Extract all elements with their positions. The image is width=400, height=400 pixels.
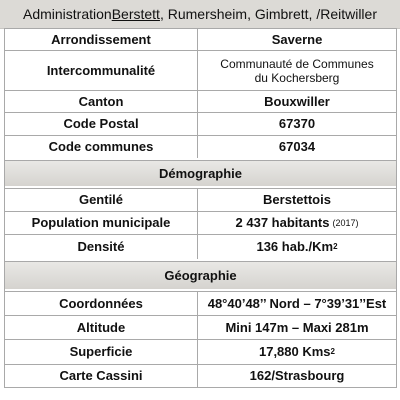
code-communes-value: 67034 bbox=[278, 139, 316, 154]
table-row bbox=[4, 339, 397, 364]
table-row bbox=[4, 315, 397, 339]
population-year: (2017) bbox=[332, 218, 359, 228]
canton-value: Bouxwiller bbox=[264, 93, 330, 109]
code-postal-label: Code Postal bbox=[5, 113, 198, 135]
arrondissement-value: Saverne bbox=[271, 31, 323, 47]
densite-number: 136 hab./Km bbox=[256, 239, 334, 254]
carte-cassini-label: Carte Cassini bbox=[5, 365, 198, 387]
intercommunalite-label: Intercommunalité bbox=[5, 51, 198, 90]
coordonnees-value: 48°40’48’’ Nord – 7°39’31’’Est bbox=[207, 295, 387, 311]
geographie-section-header: Géographie bbox=[4, 261, 397, 289]
coordonnees-label: Coordonnées bbox=[5, 292, 198, 315]
table-row bbox=[4, 50, 397, 90]
table-row bbox=[4, 188, 397, 211]
superficie-number: 17,880 Kms bbox=[258, 344, 331, 359]
demographie-section-header: Démographie bbox=[4, 160, 397, 186]
altitude-value: Mini 147m – Maxi 281m bbox=[225, 319, 369, 335]
table-row bbox=[4, 112, 397, 135]
population-label: Population municipale bbox=[5, 212, 198, 234]
intercommunalite-value-line1: Communauté de Communes bbox=[220, 56, 374, 71]
header-prefix: Administration bbox=[23, 6, 112, 22]
canton-label: Canton bbox=[5, 91, 198, 112]
population-value bbox=[198, 212, 396, 234]
intercommunalite-value bbox=[198, 51, 396, 90]
administration-header bbox=[0, 0, 400, 29]
table-row bbox=[4, 211, 397, 234]
carte-cassini-value: 162/Strasbourg bbox=[249, 368, 345, 383]
table-row bbox=[4, 234, 397, 259]
table-row bbox=[4, 28, 397, 50]
table-row bbox=[4, 291, 397, 315]
table-row bbox=[4, 364, 397, 388]
altitude-label: Altitude bbox=[5, 316, 198, 339]
intercommunalite-value-line2: du Kochersberg bbox=[254, 70, 340, 85]
superficie-label: Superficie bbox=[5, 340, 198, 364]
table-row bbox=[4, 90, 397, 112]
densite-value: 136 hab./Km 2 bbox=[256, 239, 338, 254]
gentile-value: Berstettois bbox=[263, 192, 331, 207]
superficie-value: 17,880 Kms 2 bbox=[258, 344, 335, 359]
arrondissement-label: Arrondissement bbox=[5, 29, 198, 50]
commune-name-link[interactable]: Berstett bbox=[111, 6, 160, 22]
header-associated-communes: , Rumersheim, Gimbrett, /Reitwiller bbox=[159, 6, 377, 22]
code-postal-value: 67370 bbox=[278, 116, 316, 131]
table-row bbox=[4, 135, 397, 158]
densite-label: Densité bbox=[5, 235, 198, 259]
gentile-label: Gentilé bbox=[5, 189, 198, 211]
code-communes-label: Code communes bbox=[5, 136, 198, 158]
info-table bbox=[4, 28, 397, 388]
population-count: 2 437 habitants bbox=[235, 215, 330, 230]
